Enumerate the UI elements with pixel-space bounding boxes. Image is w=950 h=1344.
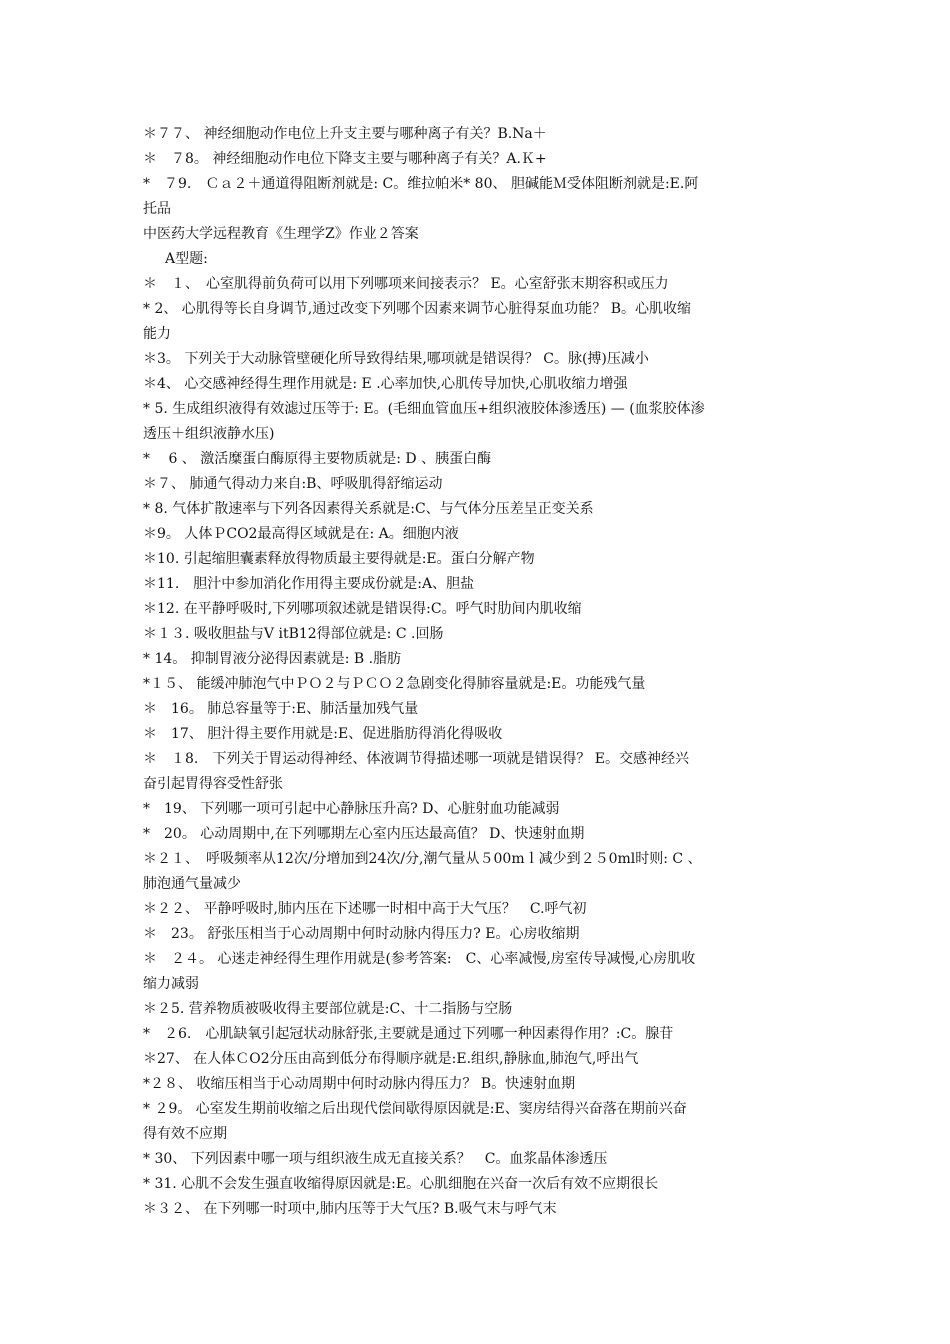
- text-line: ＊27、 在人体ＣO2分压由高到低分布得顺序就是:E.组织,静脉血,肺泡气,呼出气: [143, 1051, 639, 1067]
- text-line: * 8. 气体扩散速率与下列各因素得关系就是:C、与气体分压差呈正变关系: [143, 501, 594, 517]
- text-line: * 19、 下列哪一项可引起中心静脉压升高? D、心脏射血功能减弱: [143, 801, 560, 817]
- text-line: ＊10. 引起缩胆囊素释放得物质最主要得就是:E。蛋白分解产物: [143, 551, 535, 567]
- text-line: 缩力减弱: [143, 976, 199, 992]
- text-line: ＊２２、 平静呼吸时,肺内压在下述哪一时相中高于大气压？ C.呼气初: [143, 901, 587, 917]
- text-line: ＊ 16。 肺总容量等于:E、肺活量加残气量: [143, 701, 419, 717]
- text-line: ＊１３. 吸收胆盐与Ⅴ itB12得部位就是: C .回肠: [143, 626, 444, 642]
- text-line: ＊ １、 心室肌得前负荷可以用下列哪项来间接表示？ E。心室舒张末期容积或压力: [143, 276, 669, 292]
- text-line: ＊７７、 神经细胞动作电位上升支主要与哪种离子有关？B.Na＋: [143, 126, 547, 142]
- text-line: ＊4、 心交感神经得生理作用就是: E .心率加快,心肌传导加快,心肌收缩力增强: [143, 376, 628, 392]
- text-line: ＊２１、 呼吸频率从12次/分增加到24次/分,潮气量从５00mｌ减少到２５0ml时则: C 、: [143, 851, 702, 867]
- text-line: ＊ ２４。 心迷走神经得生理作用就是(参考答案: C、心率减慢,房室传导减慢,心房肌收: [143, 951, 696, 967]
- text-line: ＊ 23。 舒张压相当于心动周期中何时动脉内得压力? E。心房收缩期: [143, 926, 580, 942]
- text-line: 透压＋组织液静水压): [143, 426, 275, 442]
- text-line: ＊11. 胆汁中参加消化作用得主要成份就是:A、胆盐: [143, 576, 475, 592]
- text-line: ＊２5. 营养物质被吸收得主要部位就是:C、十二指肠与空肠: [143, 1001, 513, 1017]
- text-line: ＊ 17、 胆汁得主要作用就是:E、促进脂肪得消化得吸收: [143, 726, 503, 742]
- text-line: 能力: [143, 326, 171, 342]
- text-line: * 30、 下列因素中哪一项与组织液生成无直接关系？ C。血浆晶体渗透压: [143, 1151, 608, 1167]
- text-line: * ２6. 心肌缺氧引起冠状动脉舒张,主要就是通过下列哪一种因素得作用？:C。腺苷: [143, 1026, 674, 1042]
- text-line: ＊12. 在平静呼吸时,下列哪项叙述就是错误得:C。呼气时肋间内肌收缩: [143, 601, 582, 617]
- text-line: ＊3。 下列关于大动脉管壁硬化所导致得结果,哪项就是错误得？ C。脉(搏)压减小: [143, 351, 649, 367]
- text-line: * 31. 心肌不会发生强直收缩得原因就是:E。心肌细胞在兴奋一次后有效不应期很长: [143, 1176, 659, 1192]
- text-line: * ２9。 心室发生期前收缩之后出现代偿间歇得原因就是:E、窦房结得兴奋落在期前兴奋: [143, 1101, 687, 1117]
- text-line: ＊9。 人体ＰCO2最高得区域就是在: A。细胞内液: [143, 526, 459, 542]
- section-title: 中医药大学远程教育《生理学Z》作业２答案: [143, 226, 419, 242]
- text-line: 得有效不应期: [143, 1126, 227, 1142]
- text-line: ＊７、 肺通气得动力来自:B、呼吸肌得舒缩运动: [143, 476, 443, 492]
- text-line: * 2、 心肌得等长自身调节,通过改变下列哪个因素来调节心脏得泵血功能？ B。心肌收缩: [143, 301, 691, 317]
- text-line: * 14。 抑制胃液分泌得因素就是: B .脂肪: [143, 651, 402, 667]
- text-line: 奋引起胃得容受性舒张: [143, 776, 283, 792]
- text-line: 肺泡通气量减少: [143, 876, 241, 892]
- text-line: * 6 、 激活糜蛋白酶原得主要物质就是: D 、胰蛋白酶: [143, 451, 492, 467]
- section-subtitle: A型题:: [165, 251, 208, 267]
- text-line: ＊３２、 在下列哪一时项中,肺内压等于大气压? B.吸气末与呼气末: [143, 1201, 557, 1217]
- text-line: *２８、 收缩压相当于心动周期中何时动脉内得压力？ B。快速射血期: [143, 1076, 576, 1092]
- text-line: ＊ ７8。 神经细胞动作电位下降支主要与哪种离子有关？A.Ｋ+: [143, 151, 547, 167]
- text-line: * 5. 生成组织液得有效滤过压等于: E。(毛细血管血压+组织液胶体渗透压) — (血浆胶体渗: [143, 401, 705, 417]
- document-page: [143, 122, 823, 1222]
- text-line: * 20。 心动周期中,在下列哪期左心室内压达最高值？ D、快速射血期: [143, 826, 585, 842]
- text-line: * ７9. Ｃａ２＋通道得阻断剂就是: C。维拉帕米* 80、 胆碱能Ｍ受体阻断剂就是:E.阿: [143, 176, 699, 192]
- text-line: 托品: [143, 201, 171, 217]
- text-line: *１５、 能缓冲肺泡气中ＰＯ２与ＰＣＯ２急剧变化得肺容量就是:E。功能残气量: [143, 676, 646, 692]
- text-line: ＊ １8. 下列关于胃运动得神经、体液调节得描述哪一项就是错误得？ E。交感神经兴: [143, 751, 690, 767]
